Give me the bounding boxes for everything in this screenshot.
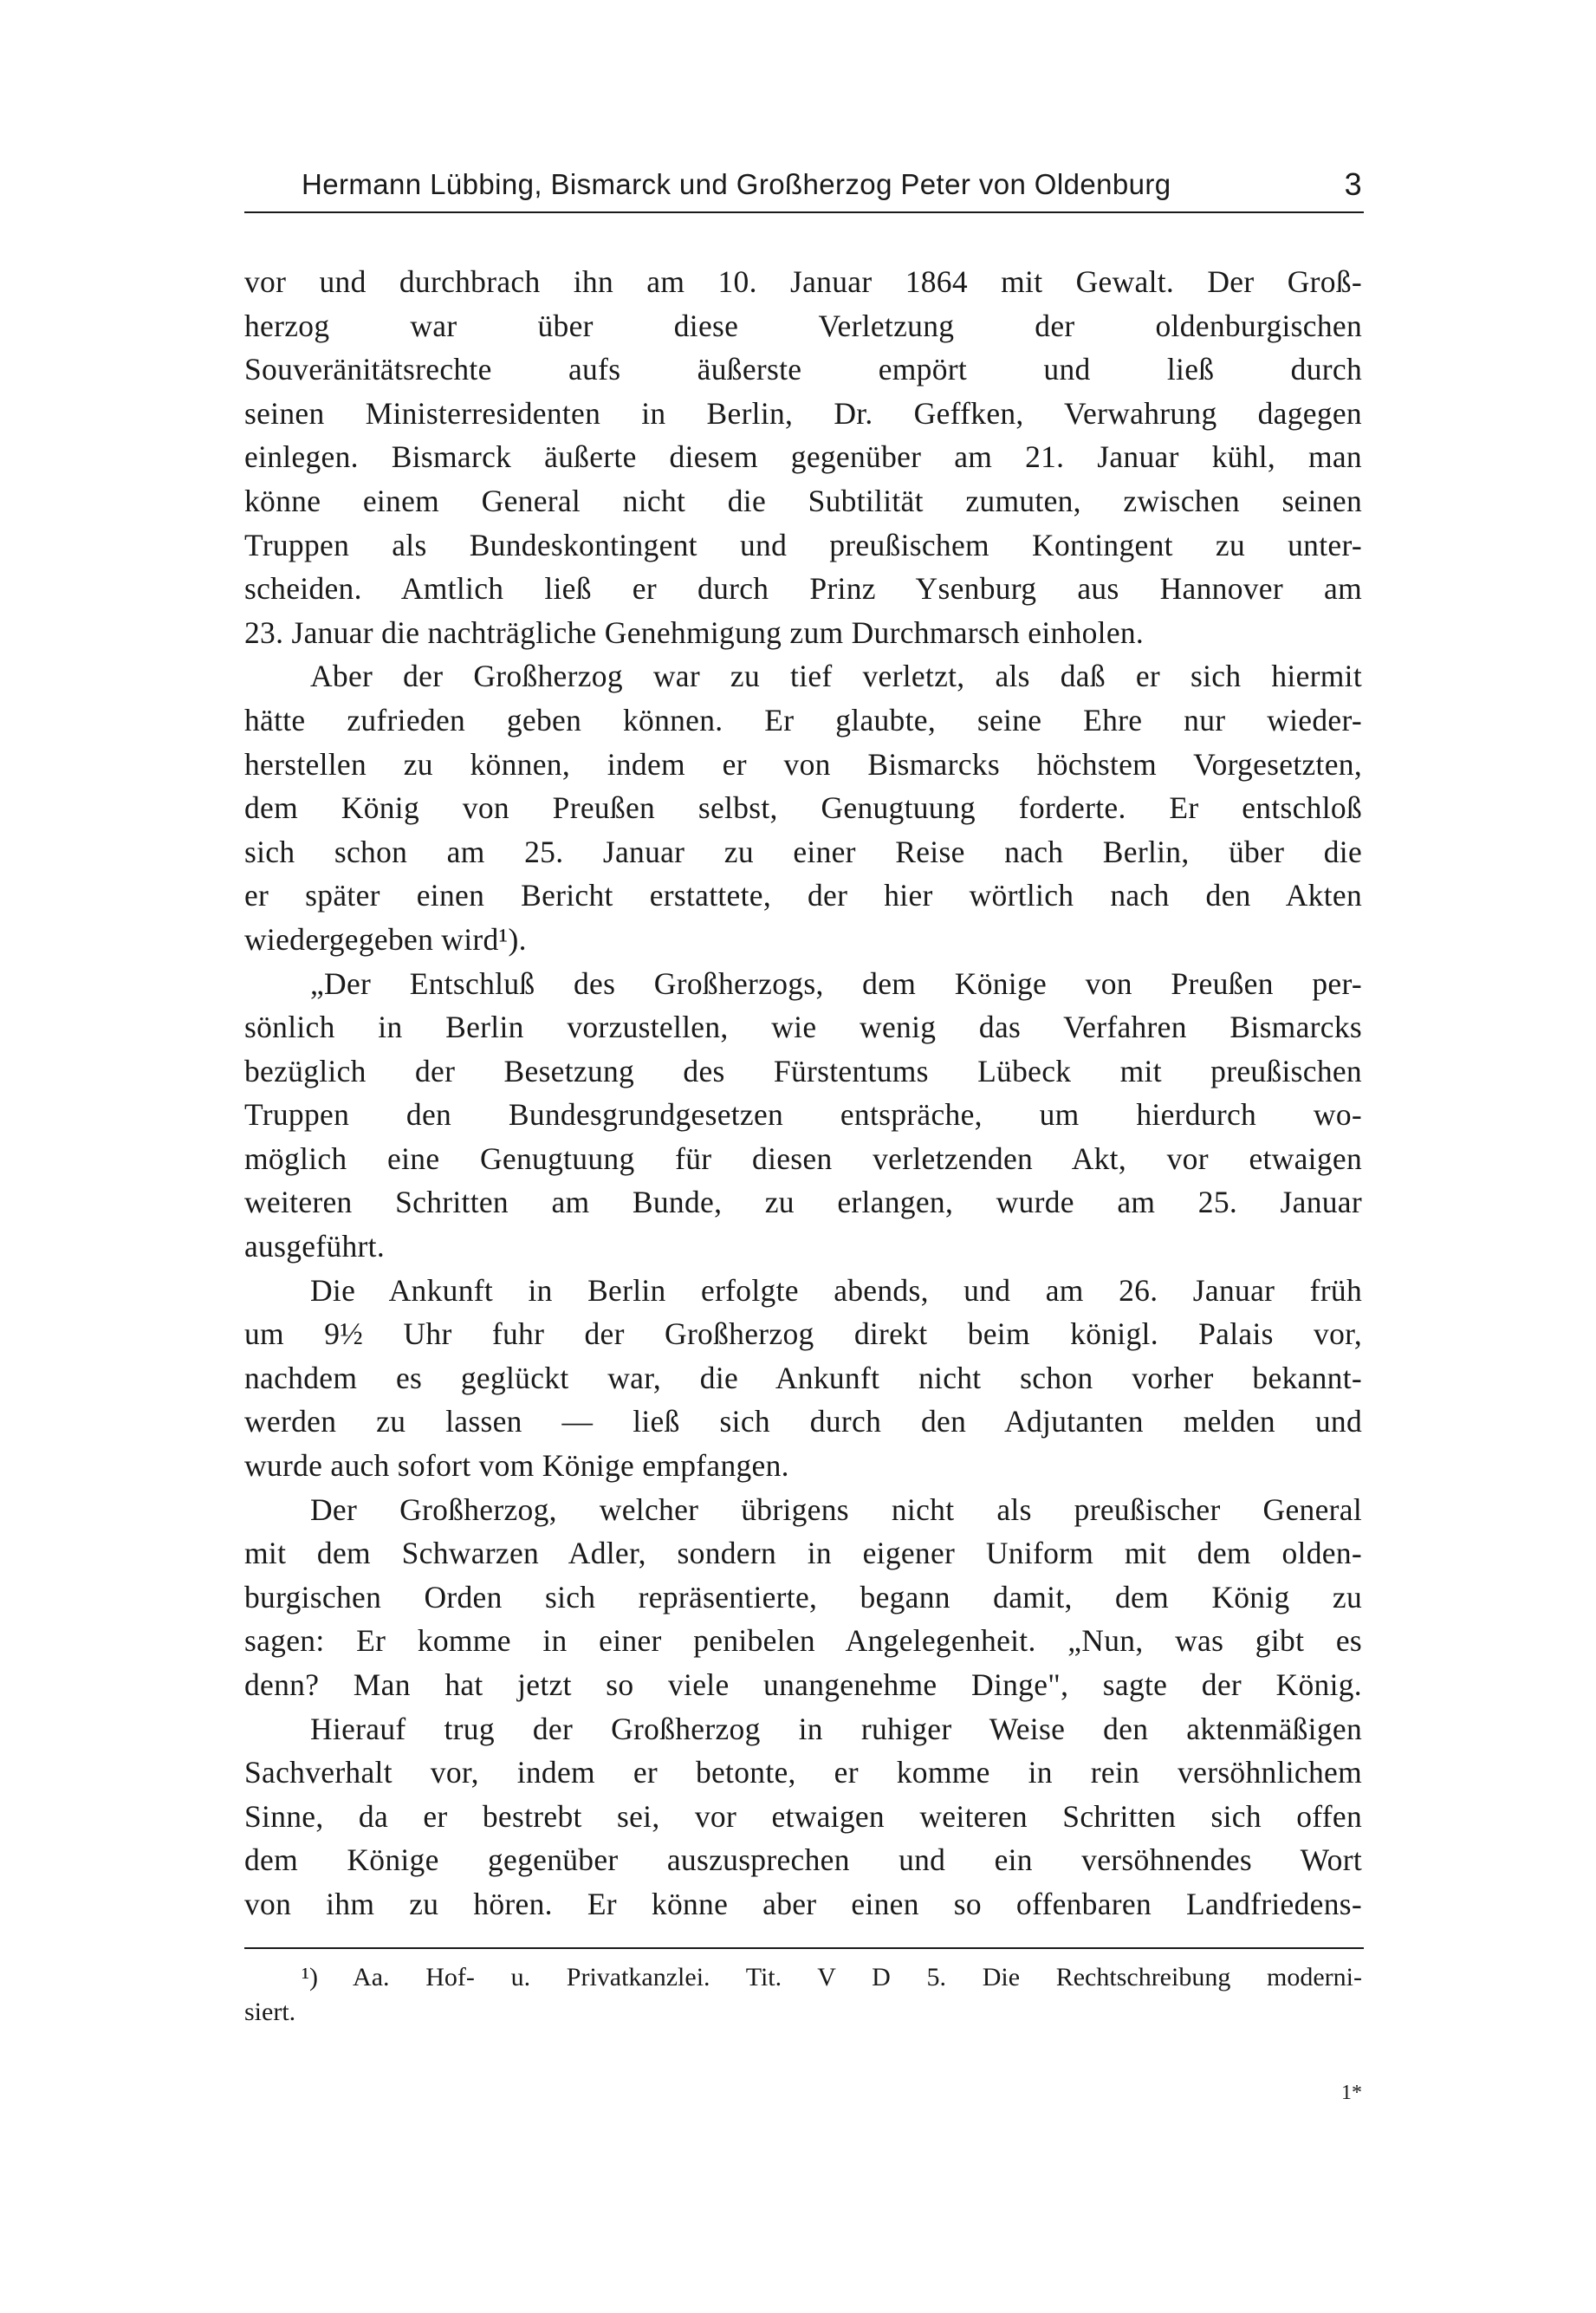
page-number: 3 [1344, 166, 1362, 202]
signature-mark: 1* [1341, 2082, 1362, 2104]
text-line: Hierauf trug der Großherzog in ruhiger Weise den aktenmäßigen [310, 1711, 1362, 1746]
text-line: Truppen als Bundeskontingent und preußischem Kontingent zu unter- [244, 527, 1362, 562]
body-text [244, 260, 1362, 1926]
text-line: scheiden. Amtlich ließ er durch Prinz Ysenburg aus Hannover am [244, 571, 1362, 607]
running-header [244, 163, 1364, 213]
text-line: dem Könige gegenüber auszusprechen und ein versöhnendes Wort [244, 1842, 1362, 1878]
text-line: weiteren Schritten am Bunde, zu erlangen, wurde am 25. Januar [244, 1185, 1362, 1220]
text-line: mit dem Schwarzen Adler, sondern in eigener Uniform mit dem olden- [244, 1536, 1362, 1571]
text-line: vor und durchbrach ihn am 10. Januar 1864 mit Gewalt. Der Groß- [244, 264, 1362, 299]
text-line: sagen: Er komme in einer penibelen Angelegenheit. „Nun, was gibt es [244, 1623, 1362, 1659]
footnote-line: ¹) Aa. Hof- u. Privatkanzlei. Tit. V D 5. Die Rechtschreibung moderni- [302, 1963, 1362, 1991]
text-line: möglich eine Genugtuung für diesen verletzenden Akt, vor etwaigen [244, 1140, 1362, 1176]
text-line: werden zu lassen — ließ sich durch den Adjutanten melden und [244, 1404, 1362, 1439]
text-line: um 9½ Uhr fuhr der Großherzog direkt beim königl. Palais vor, [244, 1316, 1362, 1352]
text-line: wiedergegeben wird¹). [244, 921, 527, 957]
text-line: sich schon am 25. Januar zu einer Reise nach Berlin, über die [244, 834, 1362, 869]
running-title: Hermann Lübbing, Bismarck und Großherzog Peter von Oldenburg [302, 168, 1171, 200]
text-line: burgischen Orden sich repräsentierte, begann damit, dem König zu [244, 1579, 1362, 1615]
text-line: „Der Entschluß des Großherzogs, dem Könige von Preußen per- [310, 965, 1362, 1001]
text-line: sönlich in Berlin vorzustellen, wie wenig das Verfahren Bismarcks [244, 1010, 1362, 1045]
text-line: wurde auch sofort vom Könige empfangen. [244, 1448, 789, 1484]
text-line: 23. Januar die nachträgliche Genehmigung zum Durchmarsch einholen. [244, 614, 1145, 650]
text-line: er später einen Bericht erstattete, der hier wörtlich nach den Akten [244, 878, 1362, 913]
text-line: Souveränitätsrechte aufs äußerste empört und ließ durch [244, 352, 1362, 387]
text-line: könne einem General nicht die Subtilität zumuten, zwischen seinen [244, 483, 1362, 518]
text-line: Der Großherzog, welcher übrigens nicht als preußischer General [310, 1491, 1362, 1527]
text-line: hätte zufrieden geben können. Er glaubte, seine Ehre nur wieder- [244, 702, 1362, 737]
text-line: dem König von Preußen selbst, Genugtuung forderte. Er entschloß [244, 790, 1362, 826]
text-line: bezüglich der Besetzung des Fürstentums Lübeck mit preußischen [244, 1053, 1362, 1088]
text-line: herzog war über diese Verletzung der oldenburgischen [244, 308, 1362, 343]
text-line: herstellen zu können, indem er von Bismarcks höchstem Vorgesetzten, [244, 746, 1362, 782]
footnote [244, 1960, 1362, 2030]
text-line: von ihm zu hören. Er könne aber einen so offenbaren Landfriedens- [244, 1886, 1362, 1921]
text-line: Die Ankunft in Berlin erfolgte abends, und am 26. Januar früh [310, 1272, 1362, 1308]
footnote-line: siert. [244, 1998, 296, 2026]
text-line: einlegen. Bismarck äußerte diesem gegenüber am 21. Januar kühl, man [244, 439, 1362, 475]
text-line: seinen Ministerresidenten in Berlin, Dr. Geffken, Verwahrung dagegen [244, 395, 1362, 431]
footnote-rule [244, 1947, 1364, 1949]
text-line: ausgeführt. [244, 1229, 386, 1264]
text-line: Aber der Großherzog war zu tief verletzt, als daß er sich hiermit [310, 659, 1362, 694]
text-line: nachdem es geglückt war, die Ankunft nicht schon vorher bekannt- [244, 1360, 1362, 1395]
text-line: Truppen den Bundesgrundgesetzen entspräche, um hierdurch wo- [244, 1097, 1362, 1133]
text-line: Sinne, da er bestrebt sei, vor etwaigen weiteren Schritten sich offen [244, 1798, 1362, 1834]
text-line: Sachverhalt vor, indem er betonte, er komme in rein versöhnlichem [244, 1755, 1362, 1790]
text-line: denn? Man hat jetzt so viele unangenehme Dinge", sagte der König. [244, 1667, 1362, 1702]
